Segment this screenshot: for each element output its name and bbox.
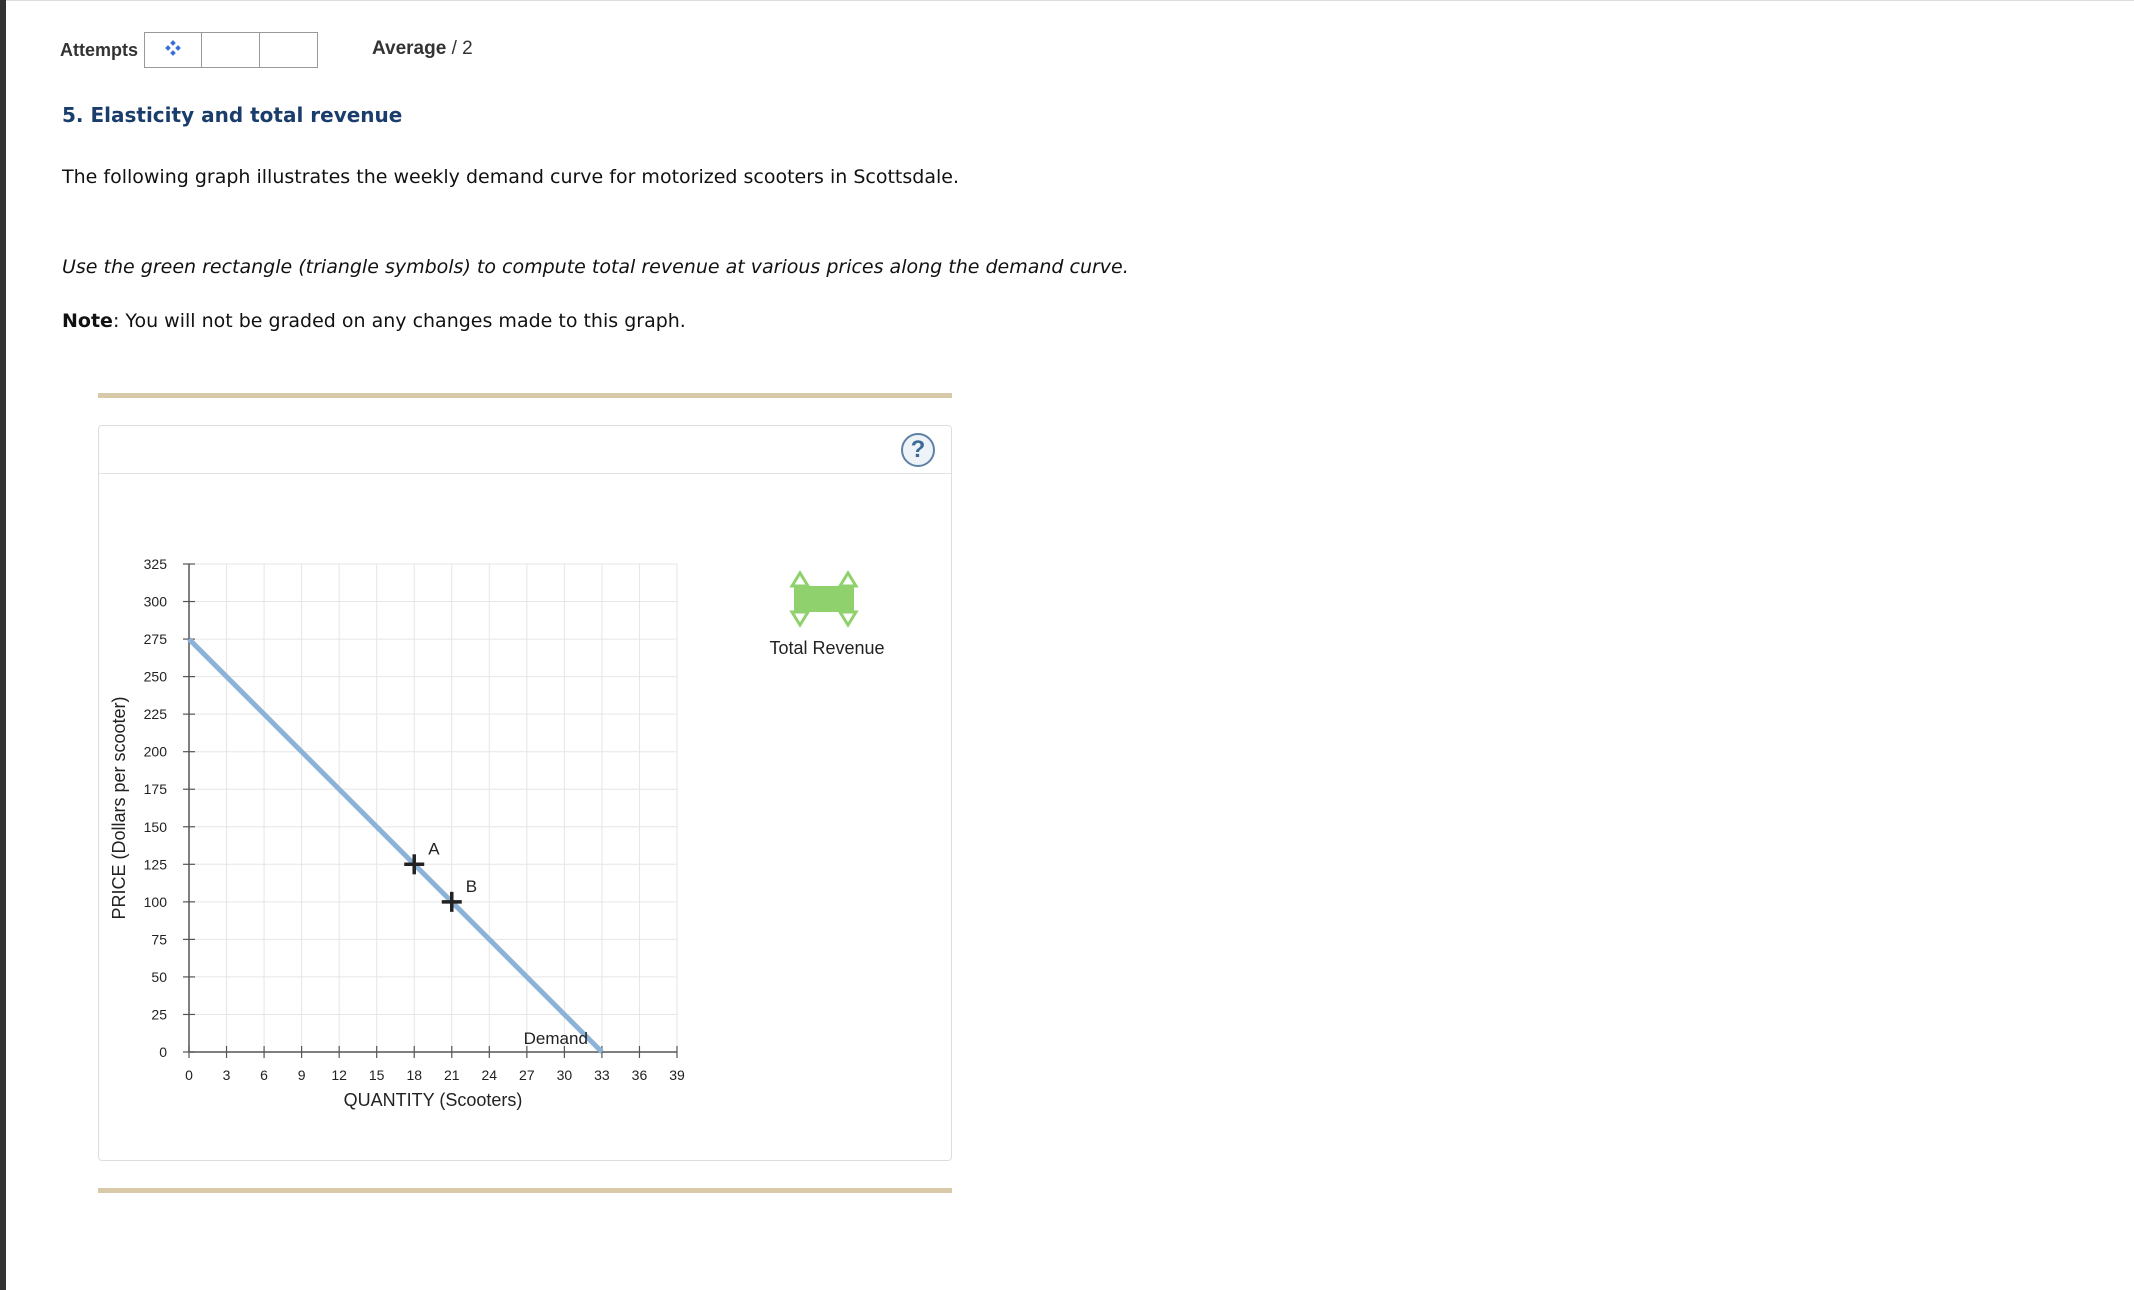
x-tick-label: 6: [260, 1067, 268, 1083]
y-tick-label: 300: [143, 593, 167, 610]
question-title: 5. Elasticity and total revenue: [62, 103, 403, 127]
average-score: [372, 38, 473, 60]
attempt-box-3: [260, 32, 318, 68]
x-tick-label: 12: [331, 1067, 347, 1083]
total-revenue-label: Total Revenue: [769, 638, 885, 658]
y-tick-label: 50: [151, 968, 167, 985]
left-edge-bar: [0, 0, 6, 1290]
x-tick-label: 30: [556, 1067, 573, 1083]
point-label: A: [428, 839, 440, 859]
attempt-in-progress-icon: [165, 40, 181, 61]
x-tick-label: 3: [222, 1067, 231, 1083]
question-note: [62, 310, 686, 332]
total-revenue-rectangle[interactable]: [794, 586, 854, 612]
y-tick-label: 250: [143, 668, 167, 685]
y-tick-label: 175: [143, 781, 167, 798]
average-value: / 2: [446, 38, 473, 59]
point-label: B: [465, 876, 478, 896]
attempts-row: [60, 30, 318, 70]
x-axis-title: QUANTITY (Scooters): [343, 1090, 523, 1110]
triangle-handle-icon[interactable]: [840, 612, 856, 625]
triangle-handle-icon[interactable]: [792, 573, 808, 586]
top-border: [6, 0, 2134, 1]
points-layer: [404, 839, 477, 912]
note-text: : You will not be graded on any changes made to this graph.: [112, 310, 686, 332]
note-label: Note: [62, 310, 113, 332]
graph-panel: [98, 425, 952, 1161]
y-tick-label: 275: [143, 631, 167, 648]
average-label: Average: [372, 38, 447, 59]
y-tick-label: 225: [143, 706, 167, 723]
graph-top-rule: [98, 393, 952, 398]
y-tick-label: 75: [151, 931, 167, 948]
x-tick-label: 15: [368, 1067, 385, 1083]
x-tick-label: 36: [631, 1067, 648, 1083]
triangle-handle-icon[interactable]: [792, 612, 808, 625]
question-intro: The following graph illustrates the weekly demand curve for motorized scooters in Scottsdale.: [62, 166, 959, 188]
x-tick-label: 21: [443, 1067, 460, 1083]
x-tick-label: 39: [669, 1067, 685, 1083]
y-tick-label: 200: [143, 743, 167, 760]
attempts-label: Attempts: [60, 39, 139, 60]
x-tick-label: 24: [481, 1067, 498, 1083]
y-tick-label: 125: [143, 856, 167, 873]
triangle-handle-icon[interactable]: [840, 573, 856, 586]
y-axis-title: PRICE (Dollars per scooter): [109, 696, 129, 920]
total-revenue-tool[interactable]: [792, 573, 856, 625]
series-layer: [189, 639, 602, 1052]
y-tick-label: 325: [143, 556, 167, 572]
attempt-box-1: [144, 32, 202, 68]
attempt-box-2: [202, 32, 260, 68]
help-icon: ?: [910, 436, 926, 463]
x-tick-label: 33: [594, 1067, 610, 1083]
graph-bottom-rule: [98, 1188, 952, 1193]
grid-layer: [189, 564, 677, 1052]
x-tick-label: 9: [297, 1067, 306, 1083]
demand-curve-label: Demand: [523, 1029, 588, 1048]
demand-curve[interactable]: [189, 639, 602, 1052]
demand-graph: [99, 426, 951, 1160]
x-tick-label: 27: [519, 1067, 535, 1083]
question-instruction: Use the green rectangle (triangle symbols) to compute total revenue at various prices along the demand curve.: [62, 256, 1129, 278]
x-tick-label: 18: [406, 1067, 423, 1083]
y-tick-label: 25: [151, 1006, 167, 1023]
y-tick-label: 0: [159, 1044, 167, 1060]
x-tick-label: 0: [185, 1067, 193, 1083]
y-tick-label: 150: [143, 818, 167, 835]
y-tick-label: 100: [143, 893, 167, 910]
